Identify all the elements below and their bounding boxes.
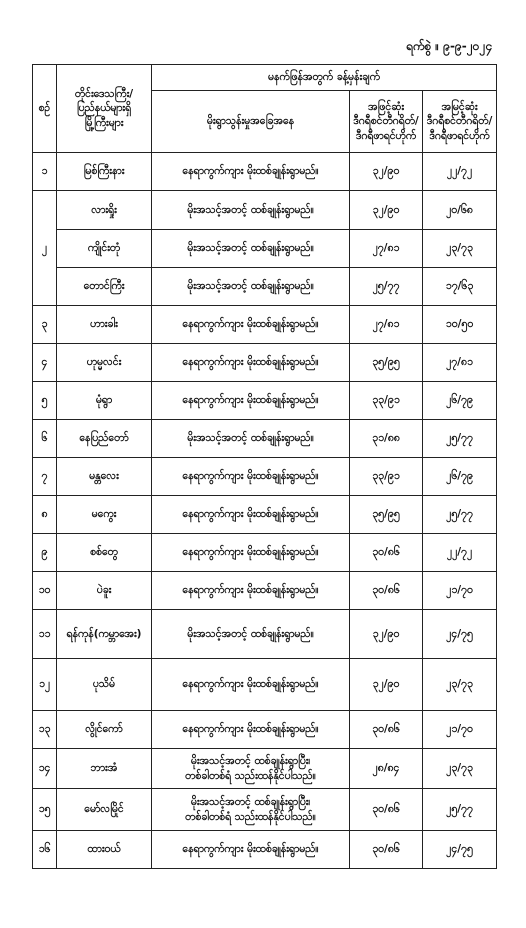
max-temp-cell: ၂၅/၇၇ [423,789,497,831]
max-temp-cell: ၂၃/၇၃ [423,749,497,789]
min-temp-cell: ၃၂/၉၀ [350,659,423,711]
min-temp-cell: ၂၈/၈၄ [350,749,423,789]
max-temp-cell: ၂၄/၇၅ [423,610,497,659]
rain-condition-line: နေရာကွက်ကျား မိုးထစ်ချုန်းရွာမည်။ [182,843,319,856]
header-town-line: တိုင်းဒေသကြီး/ [74,88,134,101]
town-cell: ရန်ကုန်(ကမ္ဘာအေး) [57,610,152,659]
header-max-line: အမြင့်ဆုံး [441,101,478,114]
table-row [33,344,497,382]
rain-condition-cell [152,749,350,789]
max-temp-cell: ၂၁/၇၀ [423,711,497,749]
min-temp-cell: ၃၀/၈၆ [350,789,423,831]
serial-number-cell: ၁၀ [33,572,57,610]
max-temp-cell: ၂၁/၇၀ [423,572,497,610]
serial-number-cell: ၈ [33,496,57,534]
document-date: ရက်စွဲ ။ ၉-၉-၂၀၂၄ [405,39,492,53]
rain-condition-line: တစ်ခါတစ်ရံ သည်းထန်နိုင်ပါသည်။ [185,810,316,823]
table-row [33,382,497,420]
min-temp-cell: ၃၃/၉၁ [350,382,423,420]
rain-condition-cell [152,711,350,749]
max-temp-cell: ၁၀/၅၀ [423,306,497,344]
town-cell: နေပြည်တော် [57,420,152,458]
town-cell: မော်လမြိုင် [57,789,152,831]
rain-condition-line: မိုးအသင့်အတင့် ထစ်ချုန်းရွာမည်။ [187,627,314,640]
serial-number-cell: ၅ [33,382,57,420]
rain-condition-line: နေရာကွက်ကျား မိုးထစ်ချုန်းရွာမည်။ [182,356,319,369]
table-row [33,306,497,344]
min-temp-cell: ၃၀/၈၆ [350,711,423,749]
table-row [33,659,497,711]
min-temp-cell: ၂၇/၈၁ [350,230,423,268]
table-row [33,711,497,749]
rain-condition-line: နေရာကွက်ကျား မိုးထစ်ချုန်းရွာမည်။ [182,394,319,407]
rain-condition-cell [152,458,350,496]
header-town-line: မြို့ကြီးများ [84,116,124,129]
table-row [33,572,497,610]
min-temp-cell: ၂၇/၈၁ [350,306,423,344]
town-cell: မြစ်ကြီးနား [57,153,152,191]
rain-condition-cell [152,831,350,869]
table-row [33,496,497,534]
rain-condition-cell [152,191,350,230]
town-cell: လားရှိုး [57,191,152,230]
min-temp-cell: ၃၂/၉၀ [350,610,423,659]
max-temp-cell: ၂၂/၇၂ [423,153,497,191]
max-temp-cell: ၂၃/၇၃ [423,230,497,268]
max-temp-cell: ၂၅/၇၇ [423,496,497,534]
rain-condition-line: နေရာကွက်ကျား မိုးထစ်ချုန်းရွာမည်။ [182,470,319,483]
town-cell: ဘားအံ [57,749,152,789]
table-row [33,749,497,789]
header-max-line: ဒီဂရီဖာရင်ဟိုက် [429,129,490,142]
max-temp-cell: ၂၆/၇၉ [423,382,497,420]
min-temp-cell: ၃၂/၉၀ [350,153,423,191]
rain-condition-line: မိုးအသင့်အတင့် ထစ်ချုန်းရွာမည်။ [187,280,314,293]
table-row [33,789,497,831]
header-min-temp [350,91,423,153]
serial-number-cell: ၆ [33,420,57,458]
town-cell: မကွေး [57,496,152,534]
min-temp-cell: ၃၂/၉၀ [350,191,423,230]
rain-condition-line: နေရာကွက်ကျား မိုးထစ်ချုန်းရွာမည်။ [182,508,319,521]
max-temp-cell: ၂၀/၆၈ [423,191,497,230]
town-cell: ပဲခူး [57,572,152,610]
town-cell: မန္တလေး [57,458,152,496]
header-min-line: ဒီဂရီဖာရင်ဟိုက် [355,129,417,142]
header-max-line: ဒီဂရီစင်တီဂရိတ်/ [426,115,493,128]
town-cell: ပုသိမ် [57,659,152,711]
serial-number-cell: ၁၅ [33,789,57,831]
town-cell: ကျိုင်းတုံ [57,230,152,268]
rain-condition-line: မိုးအသင့်အတင့် ထစ်ချုန်းရွာပြီး၊ [190,755,311,768]
min-temp-cell: ၃၁/၈၈ [350,420,423,458]
max-temp-cell: ၂၅/၇၇ [423,420,497,458]
rain-condition-line: မိုးအသင့်အတင့် ထစ်ချုန်းရွာပြီး၊ [190,796,311,809]
max-temp-cell: ၂၃/၇၃ [423,659,497,711]
max-temp-cell: ၁၇/၆၃ [423,268,497,306]
header-min-line: ဒီဂရီစင်တီဂရိတ်/ [353,115,419,128]
table-row [33,230,497,268]
serial-number-cell: ၄ [33,344,57,382]
serial-number-cell: ၁၆ [33,831,57,869]
rain-condition-cell [152,610,350,659]
rain-condition-cell [152,268,350,306]
rain-condition-line: မိုးအသင့်အတင့် ထစ်ချုန်းရွာမည်။ [187,203,314,216]
rain-condition-cell [152,420,350,458]
min-temp-cell: ၃၀/၈၆ [350,534,423,572]
rain-condition-cell [152,382,350,420]
rain-condition-line: နေရာကွက်ကျား မိုးထစ်ချုန်းရွာမည်။ [182,723,319,736]
min-temp-cell: ၃၅/၉၅ [350,496,423,534]
min-temp-cell: ၃၃/၉၁ [350,458,423,496]
town-cell: ဟုမ္မလင်း [57,344,152,382]
rain-condition-line: တစ်ခါတစ်ရံ သည်းထန်နိုင်ပါသည်။ [185,769,316,782]
rain-condition-cell [152,306,350,344]
town-cell: ဟားခါး [57,306,152,344]
rain-condition-cell [152,230,350,268]
min-temp-cell: ၃၀/၈၆ [350,572,423,610]
table-row [33,268,497,306]
serial-number-cell: ၁၃ [33,711,57,749]
serial-number-cell: ၁၄ [33,749,57,789]
rain-condition-line: နေရာကွက်ကျား မိုးထစ်ချုန်းရွာမည်။ [182,165,319,178]
rain-condition-line: မိုးအသင့်အတင့် ထစ်ချုန်းရွာမည်။ [187,432,314,445]
table-row [33,420,497,458]
table-row [33,534,497,572]
min-temp-cell: ၃၅/၉၅ [350,344,423,382]
rain-condition-cell [152,344,350,382]
serial-number-cell: ၂ [33,191,57,306]
serial-number-cell: ၁ [33,153,57,191]
serial-number-cell: ၉ [33,534,57,572]
rain-condition-line: နေရာကွက်ကျား မိုးထစ်ချုန်းရွာမည်။ [182,318,319,331]
table-row [33,458,497,496]
max-temp-cell: ၂၆/၇၉ [423,458,497,496]
town-cell: တောင်ကြီး [57,268,152,306]
rain-condition-line: နေရာကွက်ကျား မိုးထစ်ချုန်းရွာမည်။ [182,546,319,559]
table-row [33,153,497,191]
header-max-temp [423,91,497,153]
rain-condition-cell [152,496,350,534]
rain-condition-line: နေရာကွက်ကျား မိုးထစ်ချုန်းရွာမည်။ [182,678,319,691]
rain-condition-cell [152,534,350,572]
serial-number-cell: ၃ [33,306,57,344]
rain-condition-line: နေရာကွက်ကျား မိုးထစ်ချုန်းရွာမည်။ [182,584,319,597]
table-row [33,610,497,659]
min-temp-cell: ၃၀/၈၆ [350,831,423,869]
header-town [57,65,152,153]
table-row [33,191,497,230]
max-temp-cell: ၂၇/၈၁ [423,344,497,382]
min-temp-cell: ၂၅/၇၇ [350,268,423,306]
weather-forecast-table [32,64,497,869]
serial-number-cell: ၇ [33,458,57,496]
table-row [33,831,497,869]
town-cell: ထားဝယ် [57,831,152,869]
header-town-line: ပြည်နယ်များရှိ [76,102,132,115]
rain-condition-cell [152,153,350,191]
serial-number-cell: ၁၂ [33,659,57,711]
header-min-line: အဖြင့်ဆုံး [367,101,405,114]
header-forecast: မနက်ဖြန်အတွက် ခန့်မှန်းချက် [152,65,497,91]
town-cell: လွိုင်ကော် [57,711,152,749]
max-temp-cell: ၂၂/၇၂ [423,534,497,572]
serial-number-cell: ၁၁ [33,610,57,659]
rain-condition-cell [152,572,350,610]
town-cell: မုံရွာ [57,382,152,420]
header-serial-no: စဉ် [33,65,57,153]
rain-condition-cell [152,659,350,711]
header-rain-condition: မိုးရွာသွန်းမှုအခြေအနေ [152,91,350,153]
rain-condition-cell [152,789,350,831]
rain-condition-line: မိုးအသင့်အတင့် ထစ်ချုန်းရွာမည်။ [187,242,314,255]
town-cell: စစ်တွေ [57,534,152,572]
max-temp-cell: ၂၄/၇၅ [423,831,497,869]
